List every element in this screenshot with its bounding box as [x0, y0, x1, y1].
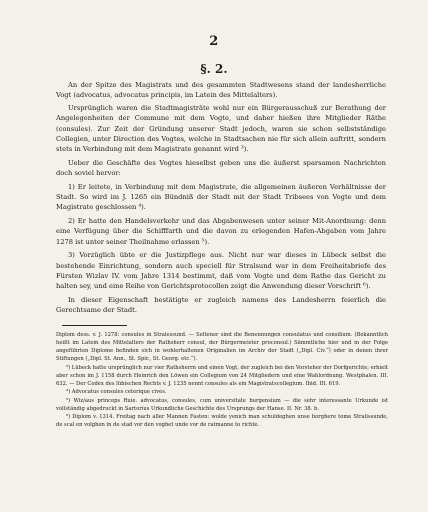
section-heading: §. 2.	[200, 62, 228, 76]
footnote-divider	[62, 325, 127, 326]
footnotes	[56, 331, 388, 430]
paragraph-duty-1: 1) Er leitete, in Verbindung mit dem Magistrate, die allgemeinen äußeren Verhältnisse der Stadt. So wird im J. 1265 ein Bündniß der Stadt mit der Stadt Tribsees von Vogte und dem Magistrate geschlossen ⁴).	[56, 182, 386, 212]
footnote-continued: Diplom dess. v. J. 1278: consules in Stralessund. — Seltener sind die Benennungen consulatus und consilium. (Bekanntlich heißt im Latein des Mittelalters der Rathsherr consul, der Bürgermeister proconsul.) Sämmtliche hier und in der Folge angeführten Diplome befinden sich in wohlerhaltenen Originalien im Archiv der Stadt („Dipl. Civ.“) oder in denen ihrer Stiftungen („Dipl. St. Ann., St. Spir., St. Georg. etc.“).	[56, 332, 388, 362]
paragraph-intro: An der Spitze des Magistrats und des gesammten Stadtwesens stand der landesherrliche Vogt (advocatus, advocatus principis, im Latein des Mittelalters).	[56, 81, 386, 100]
paragraph-duties-intro: Ueber die Geschäfte des Vogtes hieselbst geben uns die äußerst sparsamen Nachrichten doch soviel hervor:	[56, 158, 386, 178]
page-number: 2	[209, 34, 219, 49]
paragraph-closing: In dieser Eigenschaft bestätigte er zugleich namens des Landesherrn feierlich die Gerechtsame der Stadt.	[56, 295, 386, 315]
paragraph-duty-2: 2) Er hatte den Handelsverkehr und das Abgabenwesen unter seiner Mit-Anordnung: denn eine Verfügung über die Schifffarth und die davon zu erlegenden Hafen-Abgaben vom Jahre 1278 ist unter seiner Theilnahme erlassen ⁵).	[56, 216, 386, 246]
paragraph-duty-3: 3) Vorzüglich übte er die Justizpflege aus. Nicht nur war dieses in Lübeck selbst die bestehende Einrichtung, sondern auch speciell für Stralsund war in dem Freiheitsbriefe des Fürsten Wizlav IV. vom Jahre 1314 bestimmt, daß vom Vogte und dem Rathe das Gericht zu halten sey, und eine Reihe von Gerichtsprotocollen zeigt die Anwendung dieser Vorschrift ⁶).	[56, 251, 386, 291]
footnote-5: ⁵) Wiz/aus princeps Ruie. advocatus, consules, cum universitate burgensium — die sehr interessante Urkunde ist vollständig abgedruckt in Sartorius Urkundliche Geschichte des Ursprungs der Hanse. II. Nr. 38. b.	[56, 397, 388, 412]
footnote-6: ⁶) Diplom v. 1314. Freitag nach aller Mannen Fasten: wolde yenich man schuldeghen unse borghere tome Stralissunde, de scal en volghen in de stad vor den voghet unde vor de ratmanne to richte.	[56, 414, 388, 428]
main-text	[56, 80, 386, 319]
paragraph-origin: Ursprünglich waren die Stadtmagisträte wohl nur ein Bürgerausschuß zur Berathung der Angelegenheiten der Commune mit dem Vogte, und daher hießen ihre Mitglieder Räthe (consules). Zur Zeit der Gründung unserer Stadt jedoch, waren sie schon selbstständige Collegien, unter Direction des Vogtes, welche in Stadtsachen nie für sich allein auftritt, sondern stets in Verbindung mit dem Magistrate genannt wird ³).	[56, 103, 386, 154]
footnote-3: ³) Lübeck hatte ursprünglich nur vier Rathsherrn und einen Vogt, der zugleich bei den Vorsteher der Dorfgerichte; erhielt aber schon im J. 1158 durch Heinrich den Löwen ein Collegium von 24 Mitgliedern und eine Wahlordnung. Westphalen. III. 632. — Der Codex des lübischen Rechts v. J. 1235 nennt consules als ein Magistratscollegium. Ibid. III. 619.	[56, 364, 388, 387]
footnote-4: ⁴) Advocatus consules ceterique cives.	[66, 389, 167, 395]
